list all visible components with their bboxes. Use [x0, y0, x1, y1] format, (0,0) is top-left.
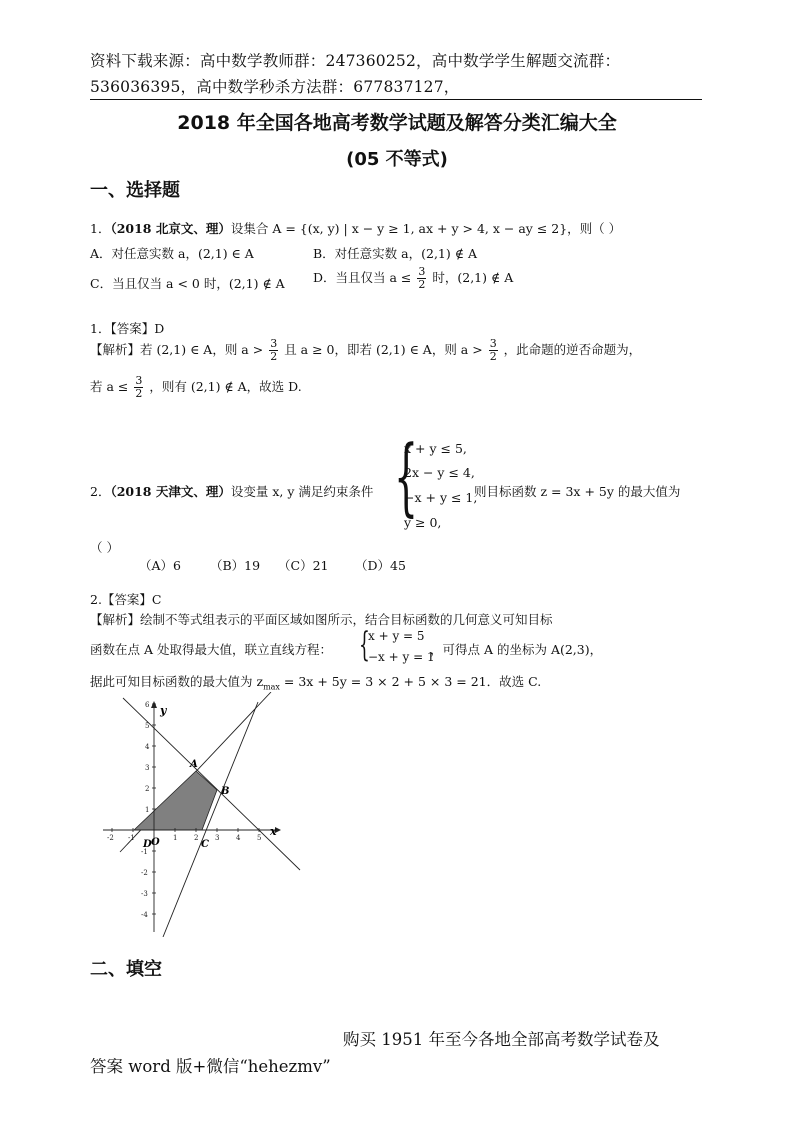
- constraint-1: x + y ≤ 5,: [404, 441, 467, 456]
- point-label-c: C: [201, 839, 209, 850]
- y-tick-label: -3: [141, 890, 148, 898]
- q2-answer: 2.【答案】C: [90, 592, 162, 607]
- constraint-2: 2x − y ≤ 4,: [404, 465, 475, 480]
- q2-stem-pre: 设变量 x, y 满足约束条件: [230, 484, 374, 499]
- fraction: $\frac{3}{2}$: [418, 265, 426, 291]
- q2-analysis-line-2-post: ，可得点 A 的坐标为 A(2,3)，: [430, 642, 603, 657]
- q2-stem-post: 则目标函数 z = 3x + 5y 的最大值为: [474, 484, 681, 499]
- q2-option-d: （D）45: [355, 558, 406, 573]
- page-subtitle: (05 不等式): [346, 149, 448, 170]
- q2-option-a: （A）6: [139, 558, 181, 573]
- q1-option-c: C．当且仅当 a < 0 时，(2,1) ∉ A: [90, 276, 285, 291]
- q1-answer: 1．【答案】D: [90, 321, 165, 336]
- y-tick-label: 2: [145, 785, 150, 793]
- constraint-brace: {: [394, 427, 419, 525]
- footer-line-1: 购买 1951 年至今各地全部高考数学试卷及: [343, 1030, 660, 1049]
- y-tick-label: 5: [145, 722, 150, 730]
- header-line-1: 资料下载来源：高中数学教师群：247360252，高中数学学生解题交流群：: [90, 52, 621, 70]
- y-tick-label: -1: [141, 848, 148, 856]
- q2-analysis-line-2-pre: 函数在点 A 处取得最大值，联立直线方程：: [90, 642, 332, 657]
- q1-option-b: B．对任意实数 a，(2,1) ∉ A: [313, 246, 477, 261]
- q1-source: （2018 北京文、理）: [110, 221, 231, 236]
- q1-analysis-line-2: 若 a ≤ $\frac{3}{2}$ ，则有 (2,1) ∉ A，故选 D.: [90, 374, 302, 400]
- q2-paren: （ ）: [90, 540, 119, 555]
- y-tick-label: 4: [145, 743, 150, 751]
- q2-analysis-line-3: 据此可知目标函数的最大值为 $z_{max} = 3x + 5y = 3 \times 2 + 5 \times 3 = 21$．故选 C.: [90, 674, 542, 692]
- header-line-2: 536036395，高中数学秒杀方法群：677837127，: [90, 78, 460, 96]
- q2-stem: [90, 482, 373, 500]
- x-tick-label: -2: [107, 834, 114, 842]
- system-eq-2: −x + y = 1: [368, 650, 435, 664]
- fraction: $\frac{3}{2}$: [489, 337, 497, 363]
- q2-source: （2018 天津文、理）: [110, 484, 231, 499]
- header-divider: [90, 99, 702, 100]
- q1-option-d-pre: D．当且仅当 a ≤: [313, 270, 412, 285]
- fraction: $\frac{3}{2}$: [270, 337, 278, 363]
- constraint-3: −x + y ≤ 1,: [404, 490, 478, 505]
- q1-option-d-post: 时，(2,1) ∉ A: [432, 270, 514, 285]
- q1-analysis-line-1: 【解析】若 (2,1) ∈ A，则 a > $\frac{3}{2}$ 且 a ≥ 0，即若 (2,1) ∈ A，则 a > $\frac{3}{2}$ ，此命题的逆否命题为，: [90, 337, 642, 363]
- footer-line-2: 答案 word 版+微信“hehezmv”: [90, 1057, 331, 1076]
- x-tick-label: 4: [236, 834, 241, 842]
- section-heading-choice: 一、选择题: [90, 180, 180, 201]
- feasible-region-graph: [95, 692, 310, 937]
- q2-analysis-line-1: 【解析】绘制不等式组表示的平面区域如图所示，结合目标函数的几何意义可知目标: [90, 612, 553, 627]
- q1-stem-text: 设集合 A = {(x, y) | x − y ≥ 1, ax + y > 4, x − ay ≤ 2}，则（ ）: [230, 221, 622, 236]
- y-axis-arrow: [151, 701, 157, 708]
- x-tick-label: 1: [173, 834, 178, 842]
- q2-option-b: （B）19: [210, 558, 261, 573]
- fraction: $\frac{3}{2}$: [135, 374, 143, 400]
- x-tick-label: -1: [128, 834, 135, 842]
- feasible-region: [134, 771, 217, 830]
- point-label-b: B: [221, 786, 230, 797]
- x-axis-label: x: [270, 825, 277, 838]
- q1-option-a: A．对任意实数 a，(2,1) ∈ A: [90, 246, 254, 261]
- constraint-4: y ≥ 0,: [404, 515, 442, 530]
- system-brace: {: [359, 625, 370, 665]
- y-tick-label: 1: [145, 806, 150, 814]
- point-label-d: D: [143, 839, 152, 850]
- q1-option-d: [313, 266, 513, 291]
- y-axis-label: y: [160, 704, 167, 717]
- x-tick-label: 2: [194, 834, 199, 842]
- q2-number: 2．: [90, 484, 111, 499]
- y-tick-label: -2: [141, 869, 148, 877]
- x-tick-label: 3: [215, 834, 220, 842]
- q1-stem: [90, 219, 621, 237]
- x-tick-label: 5: [257, 834, 262, 842]
- q2-option-c: （C）21: [278, 558, 329, 573]
- system-eq-1: x + y = 5: [368, 629, 425, 643]
- y-tick-label: 3: [145, 764, 150, 772]
- q1-number: 1．: [90, 221, 111, 236]
- y-tick-label: 6: [145, 701, 150, 709]
- section-heading-fill: 二、填空: [90, 959, 162, 980]
- page-title: 2018 年全国各地高考数学试题及解答分类汇编大全: [177, 112, 617, 134]
- point-label-a: A: [190, 759, 198, 770]
- y-tick-label: -4: [141, 911, 148, 919]
- origin-label: O: [151, 837, 160, 848]
